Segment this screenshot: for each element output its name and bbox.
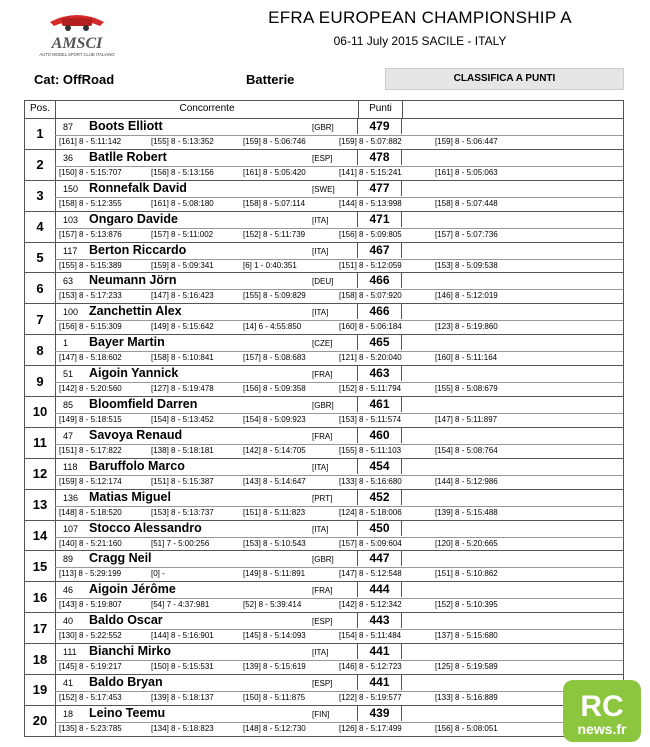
heat-results — [55, 691, 623, 706]
position: 2 — [25, 150, 56, 180]
heat-result: [124] 8 - 5:18:006 — [339, 507, 402, 517]
heat-result: [161] 8 - 5:05:420 — [243, 167, 306, 177]
driver-name: Aigoin Jérôme — [89, 582, 176, 597]
heat-result: [155] 8 - 5:08:679 — [435, 384, 498, 394]
heat-result: [160] 8 - 5:06:184 — [339, 322, 402, 332]
points: 479 — [357, 119, 402, 134]
points: 444 — [357, 582, 402, 597]
heat-result: [151] 8 - 5:10:862 — [435, 569, 498, 579]
heat-result: [153] 8 - 5:09:538 — [435, 260, 498, 270]
nationality: [PRT] — [312, 493, 333, 503]
points: 452 — [357, 490, 402, 505]
heat-result: [155] 8 - 5:15:389 — [59, 260, 122, 270]
heat-result: [130] 8 - 5:22:552 — [59, 631, 122, 641]
heat-result: [141] 8 - 5:15:241 — [339, 167, 402, 177]
position: 9 — [25, 366, 56, 396]
heat-result: [133] 8 - 5:16:680 — [339, 476, 402, 486]
heat-result: [121] 8 - 5:20:040 — [339, 353, 402, 363]
heat-result: [147] 8 - 5:18:602 — [59, 353, 122, 363]
car-number: 89 — [63, 554, 74, 565]
driver-name: Baldo Bryan — [89, 675, 163, 690]
car-number: 47 — [63, 430, 74, 441]
car-number: 1 — [63, 338, 69, 349]
points: 460 — [357, 428, 402, 443]
nationality: [FRA] — [312, 586, 333, 596]
heat-result: [154] 8 - 5:08:764 — [435, 445, 498, 455]
heat-result: [154] 8 - 5:13:452 — [151, 415, 214, 425]
position: 4 — [25, 212, 56, 242]
driver-name: Aigoin Yannick — [89, 366, 179, 381]
points: 463 — [357, 366, 402, 381]
heat-results — [55, 351, 623, 366]
driver-name: Berton Riccardo — [89, 242, 187, 257]
heat-result: [161] 8 - 5:05:063 — [435, 167, 498, 177]
nationality: [SWE] — [312, 184, 335, 194]
event-dates-location: 06-11 July 2015 SACILE - ITALY — [333, 34, 507, 48]
heat-result: [139] 8 - 5:15:619 — [243, 662, 306, 672]
points: 439 — [357, 706, 402, 721]
heat-result: [142] 8 - 5:12:342 — [339, 600, 402, 610]
table-row — [24, 521, 624, 552]
driver-name: Batlle Robert — [89, 149, 167, 164]
table-row — [24, 397, 624, 428]
heat-result: [143] 8 - 5:14:647 — [243, 476, 306, 486]
header-punti: Punti — [359, 101, 403, 118]
heat-result: [157] 8 - 5:09:604 — [339, 538, 402, 548]
points: 441 — [357, 675, 402, 690]
table-row — [24, 119, 624, 150]
driver-name: Bianchi Mirko — [89, 644, 171, 659]
nationality: [DEU] — [312, 277, 334, 287]
table-row — [24, 428, 624, 459]
nationality: [GBR] — [312, 401, 334, 411]
points: 461 — [357, 397, 402, 412]
heat-results — [55, 166, 623, 181]
heat-result: [145] 8 - 5:19:217 — [59, 662, 122, 672]
heat-result: [151] 8 - 5:12:059 — [339, 260, 402, 270]
heat-result: [161] 8 - 5:11:142 — [59, 137, 122, 146]
table-row — [24, 212, 624, 243]
heat-result: [140] 8 - 5:21:160 — [59, 538, 122, 548]
position: 5 — [25, 243, 56, 273]
nationality: [ITA] — [312, 648, 329, 658]
position: 16 — [25, 582, 56, 612]
points: 467 — [357, 243, 402, 258]
table-row — [24, 243, 624, 274]
heat-result: [151] 8 - 5:11:823 — [243, 507, 306, 517]
car-number: 117 — [63, 245, 78, 256]
heat-results — [55, 567, 623, 582]
heat-result: [126] 8 - 5:17:499 — [339, 723, 402, 733]
points: 443 — [357, 613, 402, 628]
table-row — [24, 181, 624, 212]
heat-result: [159] 8 - 5:07:882 — [339, 137, 402, 146]
nationality: [GBR] — [312, 123, 334, 132]
car-number: 63 — [63, 276, 74, 287]
heat-result: [142] 8 - 5:20:560 — [59, 384, 122, 394]
heat-result: [147] 8 - 5:12:548 — [339, 569, 402, 579]
heat-result: [157] 8 - 5:07:736 — [435, 229, 498, 239]
heat-result: [144] 8 - 5:16:901 — [151, 631, 214, 641]
heat-result: [153] 8 - 5:11:574 — [339, 415, 402, 425]
heat-result: [154] 8 - 5:11:484 — [339, 631, 402, 641]
nationality: [GBR] — [312, 555, 334, 565]
nationality: [ITA] — [312, 462, 329, 472]
heat-result: [156] 8 - 5:13:156 — [151, 167, 214, 177]
car-number: 41 — [63, 678, 74, 689]
heat-result: [155] 8 - 5:11:103 — [339, 445, 402, 455]
car-number: 87 — [63, 122, 74, 132]
heat-results — [55, 228, 623, 243]
driver-name: Leino Teemu — [89, 705, 166, 720]
svg-text:RC: RC — [580, 690, 624, 723]
points: 471 — [357, 212, 402, 227]
heat-results — [55, 197, 623, 212]
position: 6 — [25, 273, 56, 303]
car-number: 118 — [63, 461, 78, 472]
car-number: 100 — [63, 307, 79, 318]
heat-result: [156] 8 - 5:08:051 — [435, 723, 498, 733]
car-number: 136 — [63, 492, 79, 503]
driver-name: Baldo Oscar — [89, 613, 163, 628]
heat-result: [149] 8 - 5:11:891 — [243, 569, 306, 579]
table-row — [24, 582, 624, 613]
heat-result: [160] 8 - 5:11:164 — [435, 353, 498, 363]
heat-result: [150] 8 - 5:11:875 — [243, 693, 306, 703]
position: 1 — [25, 119, 56, 149]
position: 11 — [25, 428, 56, 458]
position: 3 — [25, 181, 56, 211]
car-number: 107 — [63, 523, 79, 534]
car-number: 85 — [63, 400, 74, 411]
nationality: [FRA] — [312, 431, 333, 441]
heat-result: [127] 8 - 5:19:478 — [151, 384, 214, 394]
heat-result: [123] 8 - 5:19:860 — [435, 322, 498, 332]
driver-name: Ronnefalk David — [89, 180, 187, 195]
car-number: 150 — [63, 183, 79, 194]
heat-results — [55, 660, 623, 675]
car-number: 40 — [63, 616, 74, 627]
driver-name: Ongaro Davide — [89, 211, 178, 226]
svg-text:AUTO MODEL SPORT CLUB ITALIANO: AUTO MODEL SPORT CLUB ITALIANO — [39, 52, 115, 57]
position: 10 — [25, 397, 56, 427]
heat-result: [149] 8 - 5:15:642 — [151, 322, 214, 332]
position: 8 — [25, 335, 56, 365]
driver-name: Neumann Jörn — [89, 273, 177, 288]
heat-results — [55, 413, 623, 428]
table-row — [24, 613, 624, 644]
heat-result: [152] 8 - 5:11:739 — [243, 229, 306, 239]
driver-name: Zanchettin Alex — [89, 304, 182, 319]
table-row — [24, 335, 624, 366]
position: 7 — [25, 304, 56, 334]
heat-result: [157] 8 - 5:13:876 — [59, 229, 122, 239]
header-concorrente: Concorrente — [56, 101, 359, 118]
heat-result: [122] 8 - 5:19:577 — [339, 693, 402, 703]
position: 13 — [25, 490, 56, 520]
heat-result: [147] 8 - 5:16:423 — [151, 291, 214, 301]
points: 466 — [357, 273, 402, 288]
table-row — [24, 273, 624, 304]
driver-name: Boots Elliott — [89, 119, 163, 133]
table-header — [24, 100, 624, 119]
heat-result: [134] 8 - 5:18:823 — [151, 723, 214, 733]
driver-name: Cragg Neil — [89, 551, 152, 566]
table-row — [24, 644, 624, 675]
heat-result: [0] - — [151, 569, 165, 579]
driver-name: Bloomfield Darren — [89, 397, 198, 412]
heat-result: [146] 8 - 5:12:019 — [435, 291, 498, 301]
heat-result: [153] 8 - 5:10:543 — [243, 538, 306, 548]
heat-result: [142] 8 - 5:14:705 — [243, 445, 306, 455]
driver-name: Baruffolo Marco — [89, 458, 185, 473]
nationality: [ESP] — [312, 679, 333, 689]
nationality: [ESP] — [312, 153, 333, 163]
heat-result: [152] 8 - 5:10:395 — [435, 600, 498, 610]
points: 454 — [357, 459, 402, 474]
heat-result: [156] 8 - 5:09:805 — [339, 229, 402, 239]
heat-result: [54] 7 - 4:37:981 — [151, 600, 210, 610]
amsci-logo — [22, 8, 132, 60]
heat-results — [55, 506, 623, 521]
header-pos: Pos. — [25, 101, 56, 118]
heat-result: [144] 8 - 5:13:998 — [339, 198, 402, 208]
rcnews-watermark — [561, 678, 643, 744]
table-row — [24, 675, 624, 706]
driver-name: Savoya Renaud — [89, 427, 183, 442]
heat-result: [125] 8 - 5:19:589 — [435, 662, 498, 672]
page-title: EFRA EUROPEAN CHAMPIONSHIP A — [268, 8, 572, 27]
car-number: 51 — [63, 369, 74, 380]
heat-results — [55, 259, 623, 274]
nationality: [ITA] — [312, 308, 329, 318]
car-number: 46 — [63, 585, 74, 596]
position: 19 — [25, 675, 56, 705]
nationality: [FIN] — [312, 709, 330, 719]
points: 465 — [357, 335, 402, 350]
heat-result: [148] 8 - 5:18:520 — [59, 507, 122, 517]
heat-result: [144] 8 - 5:12:986 — [435, 476, 498, 486]
heat-result: [158] 8 - 5:10:841 — [151, 353, 214, 363]
heat-result: [153] 8 - 5:17:233 — [59, 291, 122, 301]
heat-result: [152] 8 - 5:17:453 — [59, 693, 122, 703]
heat-result: [156] 8 - 5:09:358 — [243, 384, 306, 394]
points: 450 — [357, 521, 402, 536]
heat-result: [151] 8 - 5:15:387 — [151, 476, 214, 486]
heat-results — [55, 537, 623, 552]
car-number: 36 — [63, 152, 74, 163]
heat-result: [113] 8 - 5:29:199 — [59, 569, 122, 579]
heat-result: [145] 8 - 5:14:093 — [243, 631, 306, 641]
heat-result: [120] 8 - 5:20:665 — [435, 538, 498, 548]
driver-name: Bayer Martin — [89, 335, 165, 350]
heat-result: [156] 8 - 5:15:309 — [59, 322, 122, 332]
heat-result: [148] 8 - 5:12:730 — [243, 723, 306, 733]
car-number: 103 — [63, 214, 79, 225]
car-number: 111 — [63, 647, 77, 658]
heat-result: [6] 1 - 0:40:351 — [243, 260, 297, 270]
heat-result: [153] 8 - 5:13:737 — [151, 507, 214, 517]
heat-result: [133] 8 - 5:16:889 — [435, 693, 498, 703]
table-row — [24, 490, 624, 521]
heat-results — [55, 722, 623, 737]
heat-result: [151] 8 - 5:17:822 — [59, 445, 122, 455]
heat-result: [150] 8 - 5:15:531 — [151, 662, 214, 672]
results-table — [24, 100, 624, 744]
heat-result: [155] 8 - 5:09:829 — [243, 291, 306, 301]
heat-result: [143] 8 - 5:19:807 — [59, 600, 122, 610]
driver-name: Matias Miguel — [89, 489, 171, 504]
heat-result: [158] 8 - 5:07:448 — [435, 198, 498, 208]
heat-result: [146] 8 - 5:12:723 — [339, 662, 402, 672]
nationality: [ITA] — [312, 524, 329, 534]
heat-result: [14] 6 - 4:55:850 — [243, 322, 302, 332]
driver-name: Stocco Alessandro — [89, 520, 202, 535]
table-row — [24, 706, 624, 737]
heat-result: [152] 8 - 5:11:794 — [339, 384, 402, 394]
heat-result: [139] 8 - 5:15:488 — [435, 507, 498, 517]
points: 441 — [357, 644, 402, 659]
heat-result: [147] 8 - 5:11:897 — [435, 415, 498, 425]
heat-result: [137] 8 - 5:15:680 — [435, 631, 498, 641]
heat-results — [55, 629, 623, 644]
category-label: Cat: OffRoad — [34, 72, 115, 87]
heat-result: [161] 8 - 5:08:180 — [151, 198, 214, 208]
svg-text:AMSCI: AMSCI — [51, 35, 103, 52]
table-row — [24, 366, 624, 397]
heat-results — [55, 289, 623, 304]
table-row — [24, 150, 624, 181]
nationality: [FRA] — [312, 370, 333, 380]
heat-result: [139] 8 - 5:18:137 — [151, 693, 214, 703]
nationality: [ITA] — [312, 215, 329, 225]
nationality: [CZE] — [312, 339, 333, 349]
heat-result: [159] 8 - 5:09:341 — [151, 260, 214, 270]
position: 18 — [25, 644, 56, 674]
heat-results — [55, 444, 623, 459]
batterie-label: Batterie — [246, 72, 295, 87]
heat-results — [55, 475, 623, 490]
points: 478 — [357, 150, 402, 165]
points: 477 — [357, 181, 402, 196]
heat-result: [159] 8 - 5:06:447 — [435, 137, 498, 146]
car-number: 18 — [63, 708, 74, 719]
position: 20 — [25, 706, 56, 736]
nationality: [ITA] — [312, 246, 329, 256]
heat-result: [155] 8 - 5:13:352 — [151, 137, 214, 146]
table-row — [24, 459, 624, 490]
points: 447 — [357, 551, 402, 566]
position: 12 — [25, 459, 56, 489]
heat-result: [158] 8 - 5:07:920 — [339, 291, 402, 301]
heat-result: [52] 8 - 5:39:414 — [243, 600, 302, 610]
position: 14 — [25, 521, 56, 551]
position: 15 — [25, 551, 56, 581]
heat-result: [158] 8 - 5:07:114 — [243, 198, 306, 208]
table-row — [24, 551, 624, 582]
heat-result: [157] 8 - 5:08:683 — [243, 353, 306, 363]
classifica-badge: CLASSIFICA A PUNTI — [385, 68, 624, 90]
heat-results — [55, 320, 623, 335]
table-row — [24, 304, 624, 335]
heat-result: [138] 8 - 5:18:181 — [151, 445, 214, 455]
heat-result: [159] 8 - 5:06:746 — [243, 137, 306, 146]
heat-result: [159] 8 - 5:12:174 — [59, 476, 122, 486]
svg-text:news.fr: news.fr — [577, 721, 627, 737]
heat-results — [55, 135, 623, 150]
heat-results — [55, 598, 623, 613]
heat-results — [55, 382, 623, 397]
heat-result: [154] 8 - 5:09:923 — [243, 415, 306, 425]
heat-result: [157] 8 - 5:11:002 — [151, 229, 214, 239]
position: 17 — [25, 613, 56, 643]
heat-result: [51] 7 - 5:00:256 — [151, 538, 210, 548]
nationality: [ESP] — [312, 617, 333, 627]
heat-result: [150] 8 - 5:15:707 — [59, 167, 122, 177]
heat-result: [135] 8 - 5:23:785 — [59, 723, 122, 733]
heat-result: [149] 8 - 5:18:515 — [59, 415, 122, 425]
heat-result: [158] 8 - 5:12:355 — [59, 198, 122, 208]
points: 466 — [357, 304, 402, 319]
